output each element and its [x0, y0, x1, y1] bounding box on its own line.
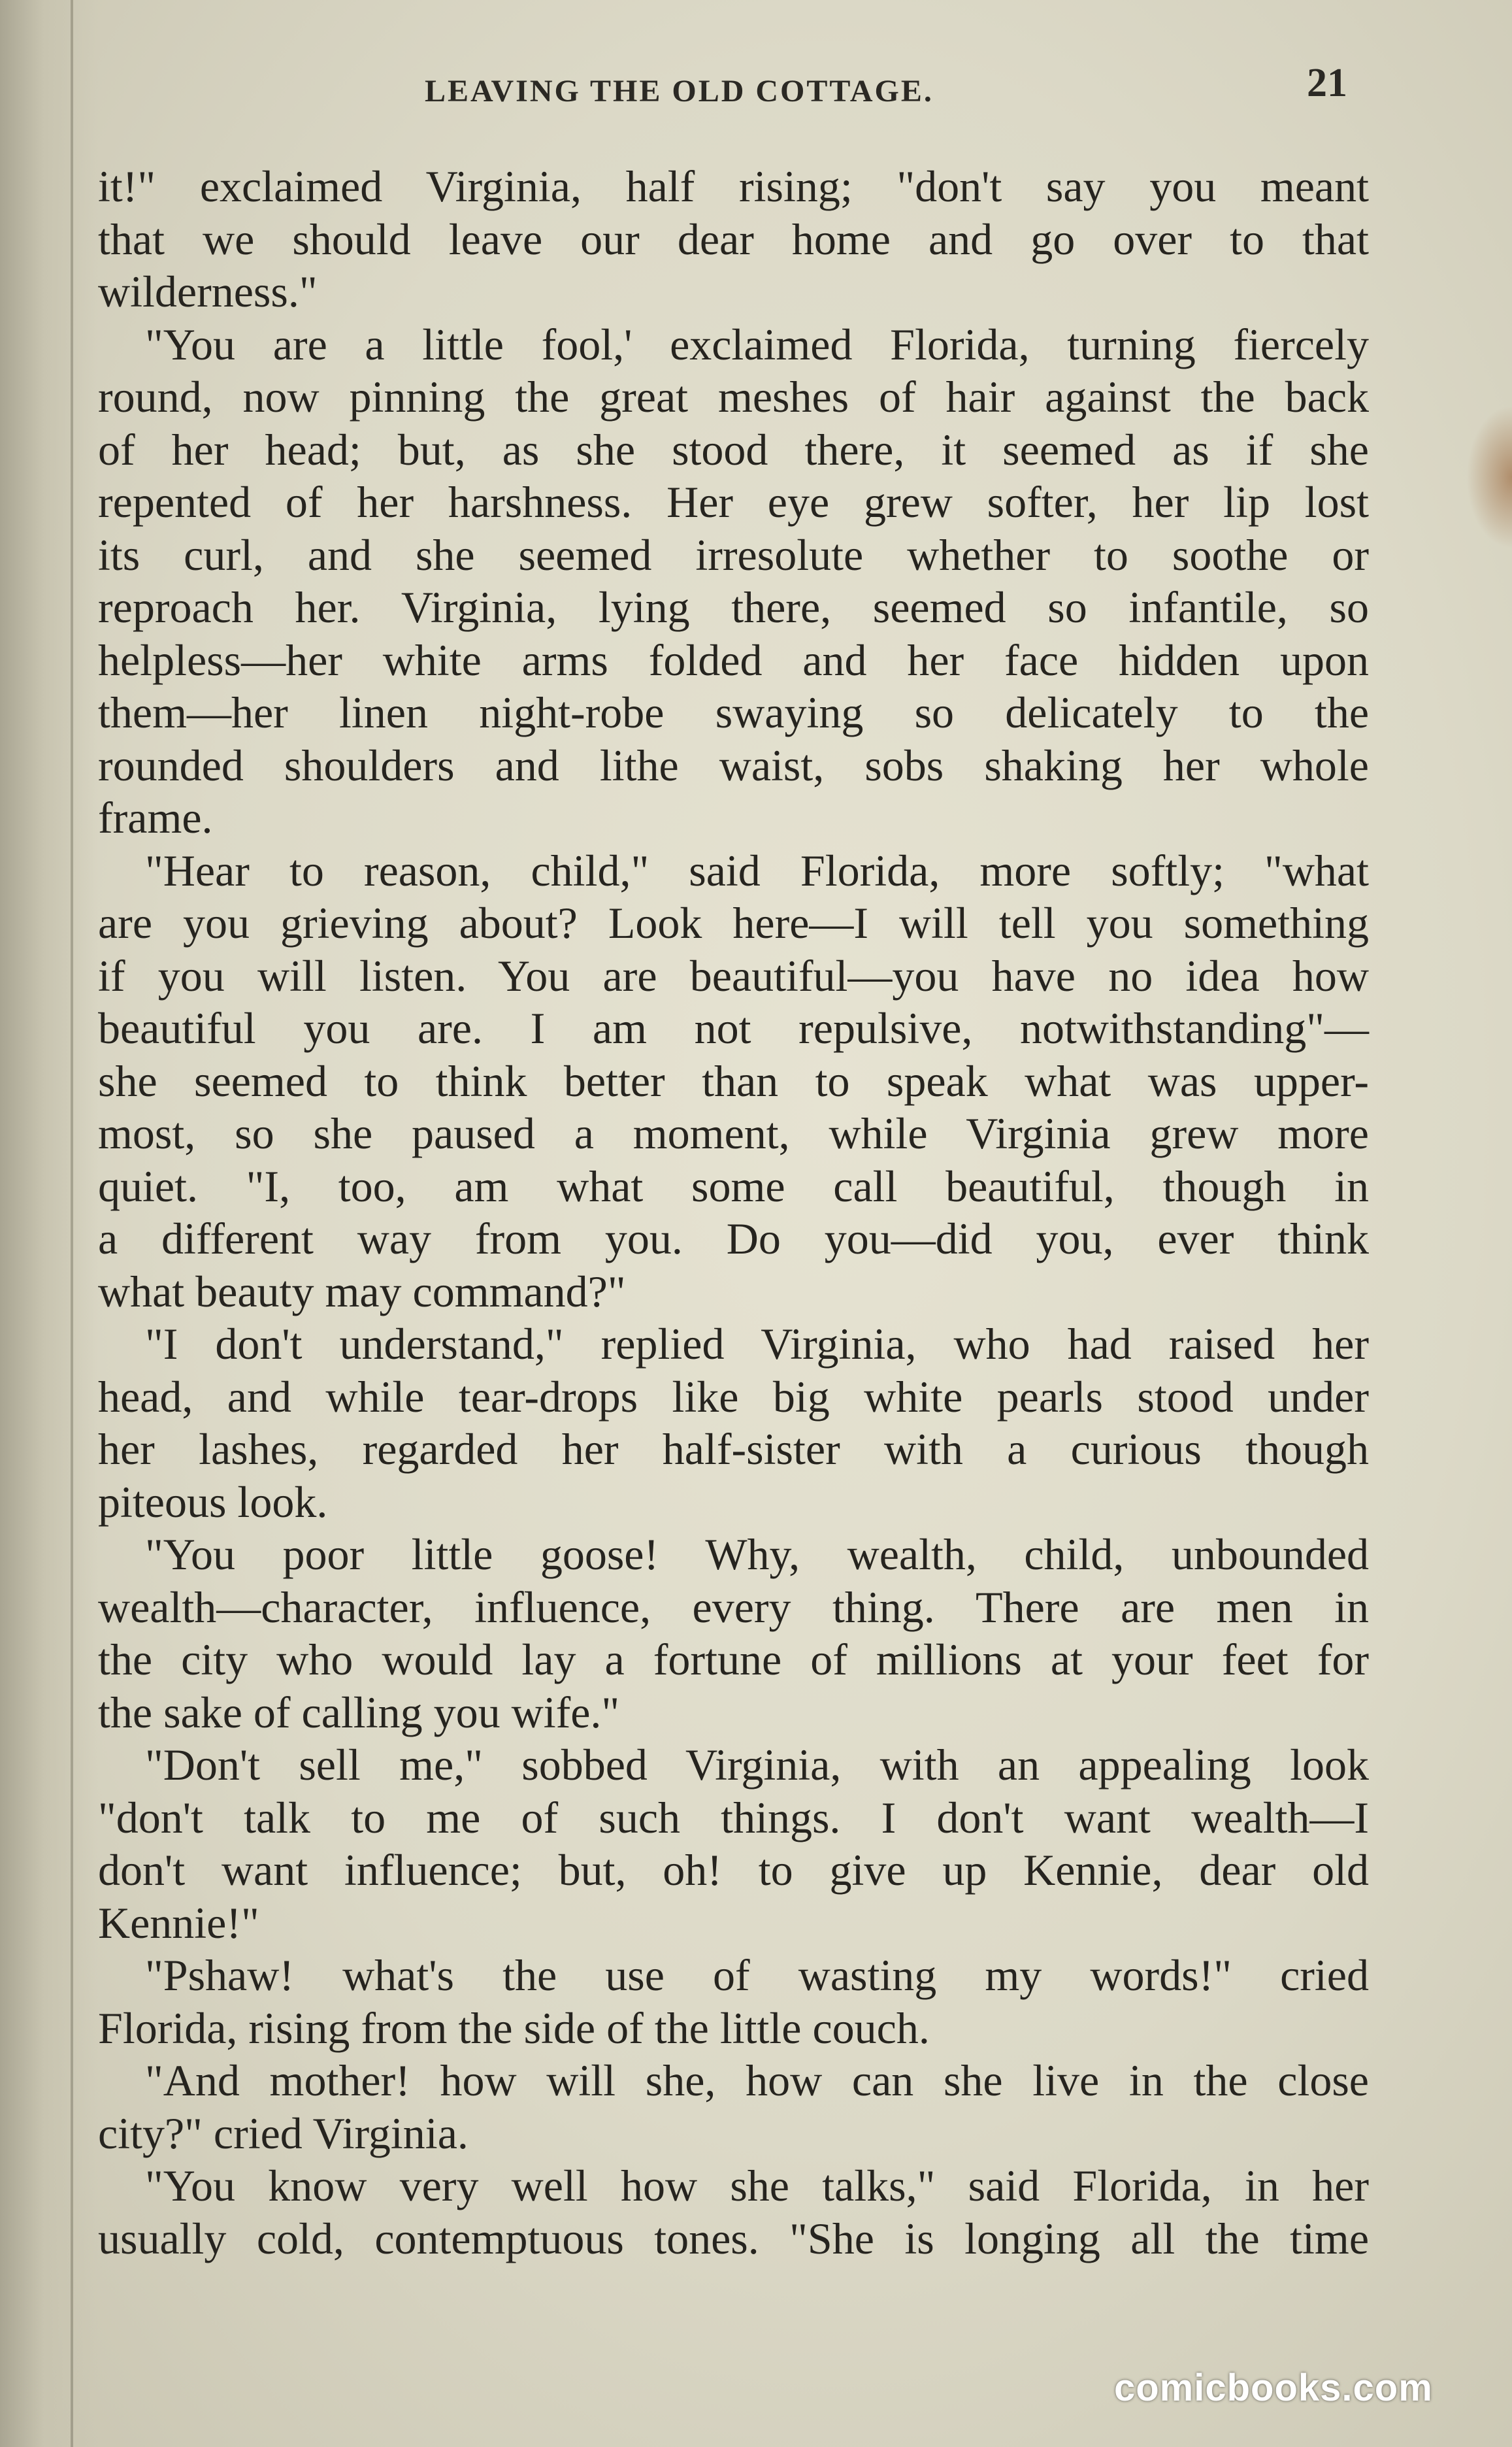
text-line: "Pshaw! what's the use of wasting my words!" cried	[145, 1950, 1369, 2000]
text-line: head, and while tear-drops like big white pearls stood under	[98, 1371, 1369, 1422]
text-line: reproach her. Virginia, lying there, seemed so infantile, so	[98, 582, 1369, 632]
text-line: what beauty may command?"	[98, 1266, 626, 1316]
text-line: a different way from you. Do you—did you, ever think	[98, 1214, 1369, 1263]
text-line: wilderness."	[98, 267, 318, 316]
text-line: usually cold, contemptuous tones. "She is longing all the time	[98, 2213, 1369, 2263]
text-line: Kennie!"	[98, 1897, 259, 1948]
text-line: quiet. "I, too, am what some call beautiful, though in	[98, 1161, 1369, 1211]
text-line: them—her linen night-robe swaying so delicately to the	[98, 688, 1369, 737]
body-text	[98, 160, 1369, 2265]
text-line: don't want influence; but, oh! to give up Kennie, dear old	[98, 1845, 1369, 1895]
text-line: "You are a little fool,' exclaimed Florida, turning fiercely	[145, 319, 1369, 369]
text-line: "Hear to reason, child," said Florida, more softly; "what	[145, 845, 1369, 895]
text-line: her lashes, regarded her half-sister with a curious though	[98, 1424, 1369, 1474]
text-line: "And mother! how will she, how can she live in the close	[145, 2056, 1369, 2105]
text-line: "Don't sell me," sobbed Virginia, with an appealing look	[145, 1740, 1369, 1789]
text-line: the sake of calling you wife."	[98, 1687, 620, 1737]
text-line: are you grieving about? Look here—I will tell you something	[98, 898, 1369, 948]
text-line: Florida, rising from the side of the little couch.	[98, 2003, 930, 2053]
text-line: it!" exclaimed Virginia, half rising; "don't say you meant	[98, 161, 1369, 211]
text-line: "You know very well how she talks," said Florida, in her	[145, 2161, 1369, 2210]
text-line: "I don't understand," replied Virginia, who had raised her	[145, 1319, 1369, 1369]
text-line: its curl, and she seemed irresolute whether to soothe or	[98, 529, 1369, 580]
text-line: she seemed to think better than to speak what was upper-	[98, 1056, 1369, 1106]
text-line: the city who would lay a fortune of millions at your feet for	[98, 1635, 1369, 1684]
text-line: "You poor little goose! Why, wealth, child, unbounded	[145, 1529, 1369, 1579]
text-line: repented of her harshness. Her eye grew softer, her lip lost	[98, 477, 1369, 527]
page-fold-line	[71, 0, 73, 2447]
text-line: that we should leave our dear home and go over to that	[98, 214, 1369, 264]
text-line: of her head; but, as she stood there, it seemed as if she	[98, 424, 1369, 474]
page-number: 21	[1307, 61, 1347, 105]
text-line: city?" cried Virginia.	[98, 2108, 468, 2158]
site-watermark: comicbooks.com	[1114, 2367, 1433, 2409]
text-line: beautiful you are. I am not repulsive, notwithstanding"—	[98, 1003, 1369, 1053]
running-title: LEAVING THE OLD COTTAGE.	[425, 74, 934, 108]
paper-stain	[1466, 405, 1512, 549]
text-line: "don't talk to me of such things. I don't want wealth—I	[98, 1792, 1369, 1842]
text-line: round, now pinning the great meshes of hair against the back	[98, 372, 1369, 422]
text-line: if you will listen. You are beautiful—you have no idea how	[98, 950, 1369, 1001]
text-line: wealth—character, influence, every thing. There are men in	[98, 1582, 1369, 1632]
text-line: most, so she paused a moment, while Virginia grew more	[98, 1108, 1369, 1158]
text-line: frame.	[98, 793, 213, 842]
text-line: piteous look.	[98, 1476, 328, 1527]
text-line: rounded shoulders and lithe waist, sobs shaking her whole	[98, 740, 1369, 790]
binding-gutter-shadow	[0, 0, 98, 2447]
text-line: helpless—her white arms folded and her face hidden upon	[98, 635, 1369, 685]
